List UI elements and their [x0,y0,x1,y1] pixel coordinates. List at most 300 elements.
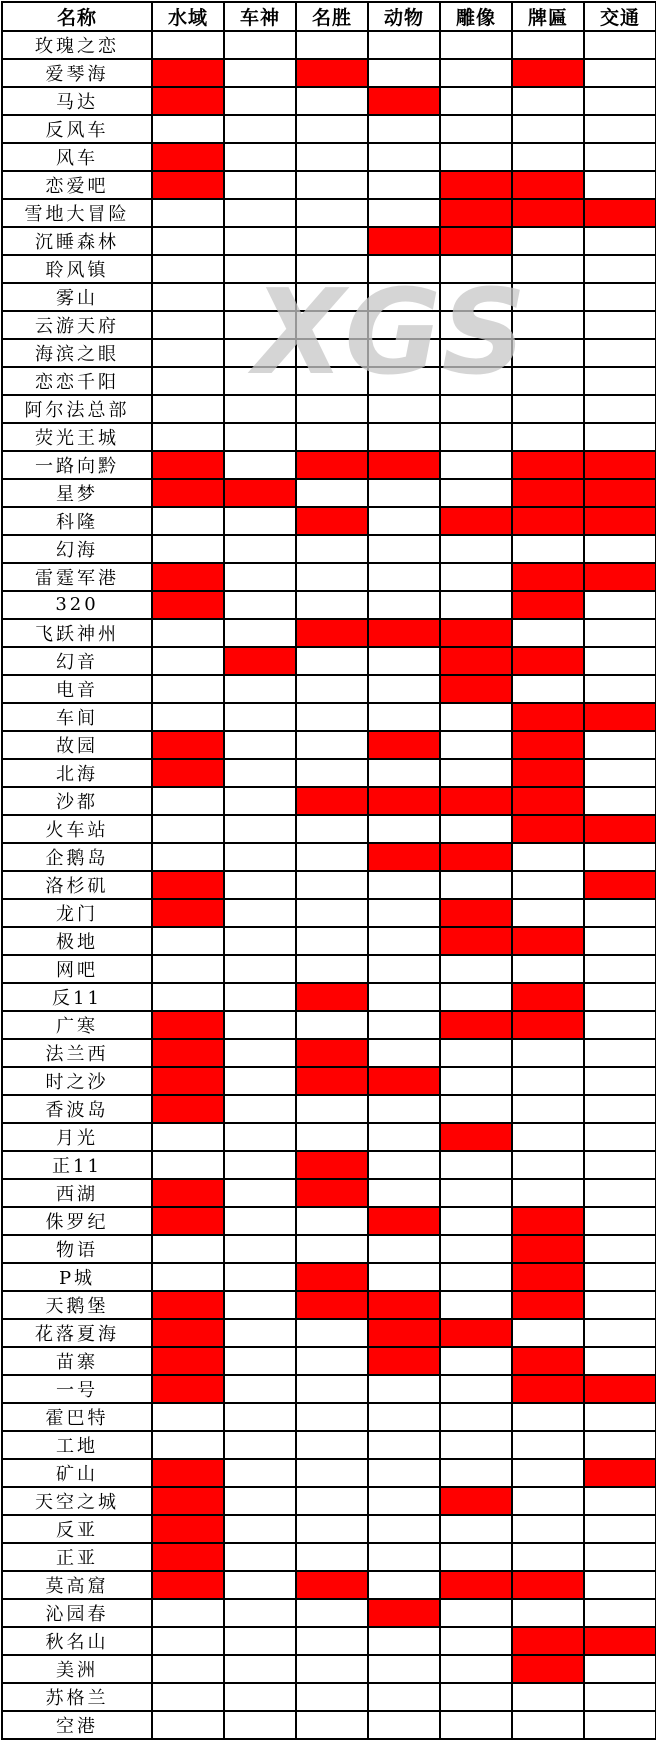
empty-cell [152,619,224,647]
empty-cell [224,59,296,87]
empty-cell [368,31,440,59]
empty-cell [224,787,296,815]
marked-cell [584,1627,656,1655]
marked-cell [440,507,512,535]
empty-cell [152,1235,224,1263]
table-row [2,1599,656,1627]
empty-cell [584,171,656,199]
marked-cell [512,199,584,227]
header-water: 水域 [152,2,224,31]
marked-cell [296,507,368,535]
empty-cell [224,1543,296,1571]
header-car-god: 车神 [224,2,296,31]
marked-cell [152,1319,224,1347]
map-name-cell: 西湖 [2,1179,152,1207]
map-name-cell: 一路向黔 [2,451,152,479]
empty-cell [224,1263,296,1291]
empty-cell [440,731,512,759]
table-row [2,283,656,311]
marked-cell [440,675,512,703]
empty-cell [368,1655,440,1683]
map-name-cell: 反11 [2,983,152,1011]
map-name-cell: 沉睡森林 [2,227,152,255]
marked-cell [440,1487,512,1515]
marked-cell [512,1375,584,1403]
table-row [2,731,656,759]
empty-cell [440,1403,512,1431]
map-name-cell: 网吧 [2,955,152,983]
marked-cell [368,1347,440,1375]
empty-cell [440,535,512,563]
empty-cell [152,703,224,731]
table-row [2,955,656,983]
empty-cell [296,367,368,395]
header-traffic: 交通 [584,2,656,31]
marked-cell [512,731,584,759]
marked-cell [152,563,224,591]
empty-cell [512,311,584,339]
empty-cell [296,1711,368,1739]
empty-cell [296,675,368,703]
marked-cell [296,1291,368,1319]
marked-cell [512,1263,584,1291]
map-name-cell: 科隆 [2,507,152,535]
empty-cell [440,311,512,339]
empty-cell [512,619,584,647]
table-row [2,983,656,1011]
empty-cell [224,899,296,927]
map-feature-table [1,1,656,1740]
marked-cell [368,1599,440,1627]
table-row [2,1683,656,1711]
map-name-cell: 空港 [2,1711,152,1739]
table-row [2,1627,656,1655]
map-name-cell: 320 [2,591,152,619]
table-row [2,1515,656,1543]
empty-cell [296,843,368,871]
empty-cell [224,843,296,871]
empty-cell [224,87,296,115]
empty-cell [584,1151,656,1179]
empty-cell [584,1291,656,1319]
empty-cell [584,31,656,59]
empty-cell [440,143,512,171]
marked-cell [512,1011,584,1039]
map-name-cell: 矿山 [2,1459,152,1487]
table-row [2,1459,656,1487]
table-row [2,675,656,703]
empty-cell [440,1207,512,1235]
empty-cell [440,1543,512,1571]
marked-cell [512,1571,584,1599]
map-name-cell: 莫高窟 [2,1571,152,1599]
empty-cell [368,955,440,983]
marked-cell [440,1123,512,1151]
empty-cell [224,1627,296,1655]
empty-cell [224,1683,296,1711]
marked-cell [512,759,584,787]
map-name-cell: 海滨之眼 [2,339,152,367]
empty-cell [440,563,512,591]
table-row [2,591,656,619]
empty-cell [368,1403,440,1431]
table-row [2,1067,656,1095]
empty-cell [152,815,224,843]
marked-cell [152,143,224,171]
empty-cell [224,367,296,395]
map-name-cell: P城 [2,1263,152,1291]
table-row [2,255,656,283]
empty-cell [368,899,440,927]
table-row [2,1487,656,1515]
empty-cell [224,759,296,787]
map-name-cell: 香波岛 [2,1095,152,1123]
table-row [2,1123,656,1151]
table-row [2,1711,656,1739]
empty-cell [296,535,368,563]
marked-cell [512,171,584,199]
table-row [2,1571,656,1599]
empty-cell [296,871,368,899]
marked-cell [512,591,584,619]
marked-cell [584,815,656,843]
empty-cell [368,647,440,675]
table-row [2,87,656,115]
empty-cell [584,1431,656,1459]
table-row [2,703,656,731]
map-name-cell: 侏罗纪 [2,1207,152,1235]
empty-cell [368,283,440,311]
empty-cell [224,1515,296,1543]
empty-cell [152,423,224,451]
table-row [2,619,656,647]
map-name-cell: 花落夏海 [2,1319,152,1347]
empty-cell [512,87,584,115]
marked-cell [296,619,368,647]
table-row [2,479,656,507]
empty-cell [440,1039,512,1067]
empty-cell [152,1711,224,1739]
map-name-cell: 极地 [2,927,152,955]
empty-cell [152,843,224,871]
empty-cell [224,731,296,759]
empty-cell [224,171,296,199]
marked-cell [296,787,368,815]
empty-cell [584,115,656,143]
marked-cell [440,647,512,675]
empty-cell [368,1683,440,1711]
marked-cell [440,927,512,955]
empty-cell [584,87,656,115]
map-name-cell: 幻音 [2,647,152,675]
empty-cell [152,507,224,535]
empty-cell [512,339,584,367]
empty-cell [224,1571,296,1599]
table-row [2,1319,656,1347]
empty-cell [512,1403,584,1431]
empty-cell [224,115,296,143]
empty-cell [296,759,368,787]
empty-cell [224,955,296,983]
empty-cell [296,115,368,143]
empty-cell [296,647,368,675]
table-row [2,1235,656,1263]
empty-cell [584,1179,656,1207]
empty-cell [512,1515,584,1543]
empty-cell [224,983,296,1011]
empty-cell [224,1011,296,1039]
empty-cell [296,1123,368,1151]
empty-cell [296,339,368,367]
empty-cell [296,199,368,227]
empty-cell [368,759,440,787]
empty-cell [512,535,584,563]
marked-cell [296,1067,368,1095]
marked-cell [152,1011,224,1039]
map-name-cell: 月光 [2,1123,152,1151]
marked-cell [584,703,656,731]
empty-cell [152,1683,224,1711]
empty-cell [440,283,512,311]
empty-cell [152,395,224,423]
empty-cell [152,1599,224,1627]
empty-cell [584,395,656,423]
marked-cell [368,731,440,759]
marked-cell [512,815,584,843]
empty-cell [512,227,584,255]
watermark-text: XGS [253,263,527,401]
marked-cell [512,787,584,815]
empty-cell [584,283,656,311]
empty-cell [296,255,368,283]
empty-cell [584,1067,656,1095]
marked-cell [440,1319,512,1347]
map-name-cell: 车间 [2,703,152,731]
empty-cell [296,87,368,115]
marked-cell [368,787,440,815]
marked-cell [440,787,512,815]
table-row [2,339,656,367]
marked-cell [368,227,440,255]
map-name-cell: 星梦 [2,479,152,507]
empty-cell [368,395,440,423]
empty-cell [296,283,368,311]
empty-cell [440,1375,512,1403]
empty-cell [296,31,368,59]
empty-cell [296,1599,368,1627]
empty-cell [296,1319,368,1347]
empty-cell [368,1263,440,1291]
empty-cell [224,675,296,703]
empty-cell [368,815,440,843]
empty-cell [512,1459,584,1487]
empty-cell [584,1207,656,1235]
empty-cell [440,31,512,59]
table-row [2,563,656,591]
empty-cell [584,619,656,647]
empty-cell [224,1711,296,1739]
empty-cell [512,1095,584,1123]
empty-cell [584,1515,656,1543]
table-row [2,871,656,899]
table-row [2,1039,656,1067]
map-name-cell: 飞跃神州 [2,619,152,647]
empty-cell [584,1599,656,1627]
empty-cell [440,395,512,423]
empty-cell [224,1207,296,1235]
empty-cell [440,479,512,507]
map-name-cell: 阿尔法总部 [2,395,152,423]
marked-cell [368,843,440,871]
empty-cell [512,1599,584,1627]
marked-cell [584,479,656,507]
empty-cell [368,311,440,339]
empty-cell [368,507,440,535]
empty-cell [512,1711,584,1739]
empty-cell [512,1487,584,1515]
empty-cell [296,395,368,423]
marked-cell [512,1655,584,1683]
empty-cell [296,1515,368,1543]
marked-cell [152,1515,224,1543]
map-name-cell: 物语 [2,1235,152,1263]
empty-cell [224,507,296,535]
map-name-cell: 风车 [2,143,152,171]
empty-cell [584,1319,656,1347]
marked-cell [512,1207,584,1235]
empty-cell [368,367,440,395]
empty-cell [152,31,224,59]
empty-cell [440,1599,512,1627]
empty-cell [152,1431,224,1459]
marked-cell [152,59,224,87]
empty-cell [224,563,296,591]
empty-cell [368,703,440,731]
map-name-cell: 云游天府 [2,311,152,339]
table-row [2,143,656,171]
empty-cell [224,1459,296,1487]
empty-cell [224,871,296,899]
table-row [2,1095,656,1123]
empty-cell [368,535,440,563]
empty-cell [440,115,512,143]
marked-cell [584,199,656,227]
marked-cell [440,1011,512,1039]
map-name-cell: 故园 [2,731,152,759]
map-name-cell: 玫瑰之恋 [2,31,152,59]
marked-cell [368,87,440,115]
empty-cell [224,255,296,283]
map-name-cell: 企鹅岛 [2,843,152,871]
empty-cell [224,1123,296,1151]
empty-cell [512,423,584,451]
empty-cell [512,1039,584,1067]
table-row [2,1179,656,1207]
empty-cell [584,927,656,955]
table-row [2,199,656,227]
empty-cell [440,255,512,283]
marked-cell [152,171,224,199]
empty-cell [224,1067,296,1095]
empty-cell [152,1627,224,1655]
marked-cell [440,843,512,871]
empty-cell [584,1235,656,1263]
marked-cell [584,1459,656,1487]
marked-cell [152,899,224,927]
table-row [2,1431,656,1459]
marked-cell [584,507,656,535]
map-name-cell: 广寒 [2,1011,152,1039]
empty-cell [224,1291,296,1319]
marked-cell [296,1263,368,1291]
empty-cell [584,591,656,619]
empty-cell [368,479,440,507]
header-name: 名称 [2,2,152,31]
marked-cell [224,479,296,507]
marked-cell [440,199,512,227]
empty-cell [440,1263,512,1291]
empty-cell [224,1403,296,1431]
empty-cell [224,1179,296,1207]
marked-cell [512,983,584,1011]
table-body [2,31,656,1739]
empty-cell [296,815,368,843]
table-row [2,843,656,871]
empty-cell [440,59,512,87]
marked-cell [368,1291,440,1319]
empty-cell [584,1711,656,1739]
empty-cell [152,1403,224,1431]
empty-cell [224,1599,296,1627]
empty-cell [368,1151,440,1179]
empty-cell [152,283,224,311]
map-name-cell: 雾山 [2,283,152,311]
empty-cell [368,1711,440,1739]
empty-cell [224,1655,296,1683]
empty-cell [296,1459,368,1487]
marked-cell [296,1039,368,1067]
map-name-cell: 北海 [2,759,152,787]
empty-cell [440,1347,512,1375]
empty-cell [224,423,296,451]
empty-cell [512,1683,584,1711]
empty-cell [368,339,440,367]
map-name-cell: 恋爱吧 [2,171,152,199]
empty-cell [368,59,440,87]
table-row [2,59,656,87]
empty-cell [440,1095,512,1123]
empty-cell [224,927,296,955]
table-row [2,899,656,927]
empty-cell [368,675,440,703]
empty-cell [224,703,296,731]
table-row [2,1011,656,1039]
empty-cell [440,1515,512,1543]
empty-cell [368,1515,440,1543]
empty-cell [440,1291,512,1319]
empty-cell [512,31,584,59]
header-plaque: 牌匾 [512,2,584,31]
empty-cell [512,115,584,143]
empty-cell [584,759,656,787]
map-name-cell: 沁园春 [2,1599,152,1627]
empty-cell [368,423,440,451]
marked-cell [512,1347,584,1375]
marked-cell [584,1375,656,1403]
table-row [2,227,656,255]
empty-cell [584,1263,656,1291]
table-row [2,759,656,787]
